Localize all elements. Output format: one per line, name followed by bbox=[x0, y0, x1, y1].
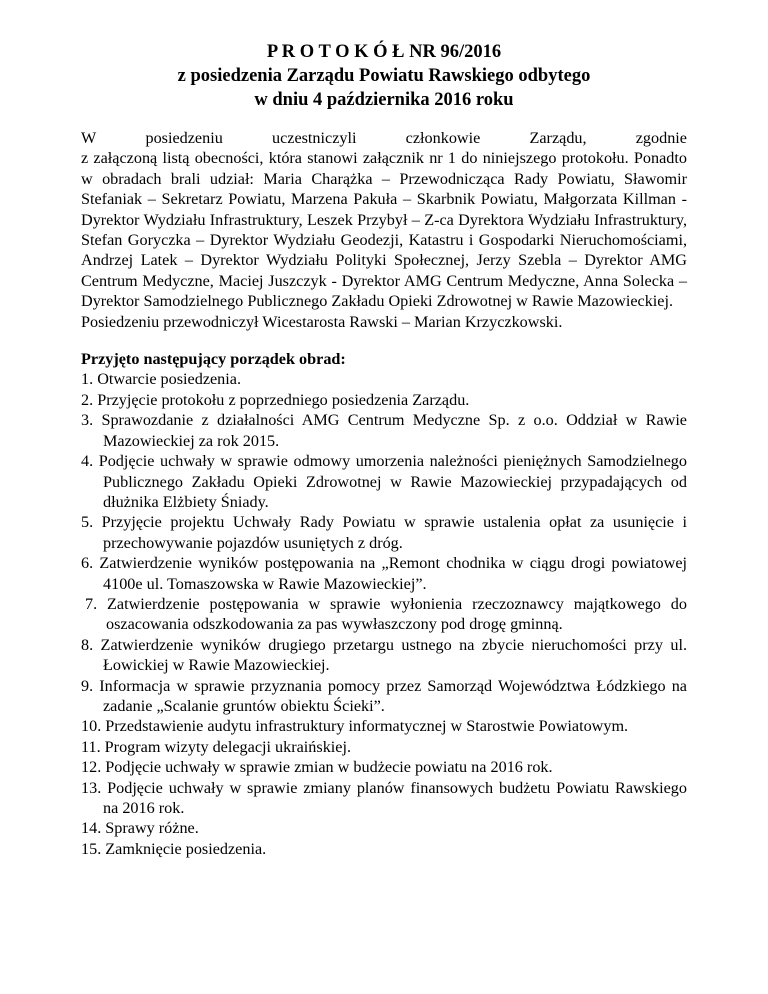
agenda-item: 3. Sprawozdanie z działalności AMG Centrum Medyczne Sp. z o.o. Oddział w Rawie Mazowieckiej za rok 2015. bbox=[81, 411, 687, 450]
agenda-list bbox=[81, 369, 687, 859]
agenda-item: 13. Podjęcie uchwały w sprawie zmiany planów finansowych budżetu Powiatu Rawskiego na 2016 rok. bbox=[81, 778, 687, 817]
agenda-item: 9. Informacja w sprawie przyznania pomocy przez Samorząd Województwa Łódzkiego na zadanie „Scalanie gruntów obiektu Ścieki”. bbox=[81, 676, 687, 715]
agenda-item: 5. Przyjęcie projektu Uchwały Rady Powiatu w sprawie ustalenia opłat za usunięcie i przechowywanie pojazdów usuniętych z dróg. bbox=[81, 513, 687, 552]
intro-word: zgodnie bbox=[635, 129, 687, 147]
agenda-item: 15. Zamknięcie posiedzenia. bbox=[81, 839, 267, 858]
agenda-heading: Przyjęto następujący porządek obrad: bbox=[81, 350, 346, 369]
document-page bbox=[81, 40, 687, 859]
intro-word: posiedzeniu bbox=[145, 129, 223, 147]
agenda-item: 1. Otwarcie posiedzenia. bbox=[81, 370, 242, 389]
agenda-item: 7. Zatwierdzenie postępowania w sprawie wyłonienia rzeczoznawcy majątkowego do oszacowania odszkodowania za pas wywłaszczony pod drogę gminną. bbox=[85, 594, 687, 634]
title-line: P R O T O K Ó Ł NR 96/2016 bbox=[266, 42, 502, 62]
agenda-item: 6. Zatwierdzenie wyników postępowania na „Remont chodnika w ciągu drogi powiatowej 4100e ul. Tomaszowska w Rawie Mazowieckiej”. bbox=[81, 554, 687, 593]
agenda-item: 10. Przedstawienie audytu infrastruktury informatycznej w Starostwie Powiatowym. bbox=[81, 717, 629, 736]
intro-word: uczestniczyli bbox=[271, 129, 357, 147]
document-title bbox=[81, 40, 687, 112]
intro-paragraph bbox=[81, 128, 687, 332]
intro-first-line bbox=[81, 128, 687, 148]
date-line: w dniu 4 października 2016 roku bbox=[254, 90, 514, 110]
agenda-item: 11. Program wizyty delegacji ukraińskiej. bbox=[81, 737, 352, 756]
chair-sentence: Posiedzeniu przewodniczył Wicestarosta Rawski – Marian Krzyczkowski. bbox=[81, 312, 563, 331]
agenda-item: 2. Przyjęcie protokołu z poprzedniego posiedzenia Zarządu. bbox=[81, 390, 470, 409]
intro-word: W bbox=[81, 129, 97, 147]
attendees-text: z załączoną listą obecności, która stanowi załącznik nr 1 do niniejszego protokołu. Ponadto w obradach brali udział: Maria Charążka – Przewodnicząca Rady Powiatu, Sławomir Stefaniak – Sekretarz Powiatu, Marzena Pakuła – Skarbnik Powiatu, Małgorzata Killman - Dyrektor Wydziału Infrastruktury, Leszek Przybył – Z-ca Dyrektora Wydziału Infrastruktury, Stefan Goryczka – Dyrektor Wydziału Geodezji, Katastru i Gospodarki Nieruchomościami, Andrzej Latek – Dyrektor Wydziału Polityki Społecznej, Jerzy Szebla – Dyrektor AMG Centrum Medyczne, Maciej Juszczyk - Dyrektor AMG Centrum Medyczne, Anna Solecka – Dyrektor Samodzielnego Publicznego Zakładu Opieki Zdrowotnej w Rawie Mazowieckiej. bbox=[81, 149, 687, 311]
agenda-item: 14. Sprawy różne. bbox=[81, 819, 199, 838]
agenda-item: 12. Podjęcie uchwały w sprawie zmian w budżecie powiatu na 2016 rok. bbox=[81, 758, 553, 777]
intro-word: Zarządu, bbox=[529, 129, 587, 147]
agenda-item: 4. Podjęcie uchwały w sprawie odmowy umorzenia należności pieniężnych Samodzielnego Publicznego Zakładu Opieki Zdrowotnej w Rawie Mazowieckiej przypadających od dłużnika Elżbiety Śniady. bbox=[81, 452, 687, 511]
agenda-item: 8. Zatwierdzenie wyników drugiego przetargu ustnego na zbycie nieruchomości przy ul. Łowickiej w Rawie Mazowieckiej. bbox=[81, 635, 687, 675]
intro-word: członkowie bbox=[405, 129, 481, 147]
subtitle-line: z posiedzenia Zarządu Powiatu Rawskiego odbytego bbox=[177, 66, 591, 86]
